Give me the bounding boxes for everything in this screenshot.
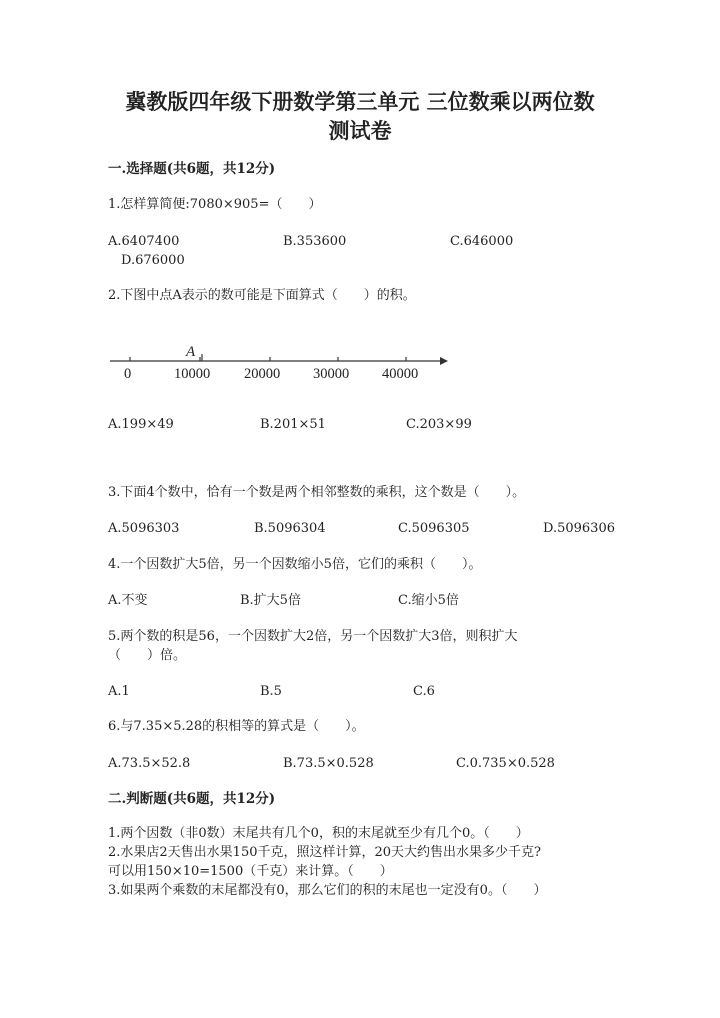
number-line-tick-label: 10000 (174, 366, 211, 382)
question-option: B.5 (260, 684, 282, 699)
question-option: A.6407400 (108, 234, 180, 249)
question-option: D.676000 (121, 253, 185, 268)
number-line-tick-label: 40000 (382, 366, 419, 382)
question-stem: 6.与7.35×5.28的积相等的算式是（ ）。 (108, 719, 365, 734)
question-option: B.73.5×0.528 (283, 756, 374, 771)
question-option: C.0.735×0.528 (456, 756, 555, 771)
question-option: A.73.5×52.8 (108, 756, 191, 771)
page-title-line2: 测试卷 (328, 118, 392, 143)
point-a-label: A (186, 344, 196, 360)
number-line-tick-label: 0 (124, 366, 132, 382)
question-stem: 2.下图中点A表示的数可能是下面算式（ ）的积。 (108, 288, 416, 303)
question-option: C.646000 (450, 234, 514, 249)
judge-item-line2: 可以用150×10=1500（千克）来计算。（ ） (108, 864, 393, 879)
question-option: B.5096304 (254, 521, 326, 536)
question-stem: 1.怎样算简便:7080×905=（ ） (108, 197, 322, 212)
question-option: B.353600 (283, 234, 347, 249)
number-line-tick-label: 30000 (313, 366, 350, 382)
question-stem: 5.两个数的积是56，一个因数扩大2倍，另一个因数扩大3倍，则积扩大 (108, 629, 518, 644)
page-title: 冀教版四年级下册数学第三单元 三位数乘以两位数 (125, 89, 595, 114)
judge-item: 3.如果两个乘数的末尾都没有0，那么它们的积的末尾也一定没有0。（ ） (108, 883, 547, 898)
number-line-tick-label: 20000 (244, 366, 281, 382)
section-heading-choice: 一.选择题(共6题，共12分) (108, 161, 276, 177)
number-line-figure (110, 340, 450, 384)
judge-item: 2.水果店2天售出水果150千克，照这样计算，20天大约售出水果多少千克? (108, 845, 541, 860)
question-option: A.1 (108, 684, 130, 699)
question-option: C.5096305 (398, 521, 470, 536)
question-option: B.扩大5倍 (240, 593, 301, 608)
question-option: C.缩小5倍 (398, 593, 459, 608)
question-option: B.201×51 (260, 417, 326, 432)
question-stem: 4.一个因数扩大5倍，另一个因数缩小5倍，它们的乘积（ ）。 (108, 557, 482, 572)
question-option: A.199×49 (108, 417, 174, 432)
question-option: A.5096303 (108, 521, 180, 536)
number-line-arrow (440, 357, 448, 365)
section-heading-judge: 二.判断题(共6题，共12分) (108, 791, 276, 807)
question-option: D.5096306 (543, 521, 615, 536)
question-stem-line2: （ ）倍。 (108, 648, 187, 663)
question-option: C.203×99 (406, 417, 472, 432)
question-option: A.不变 (108, 593, 148, 608)
question-option: C.6 (413, 684, 435, 699)
judge-item: 1.两个因数（非0数）末尾共有几个0，积的末尾就至少有几个0。（ ） (108, 826, 529, 841)
question-stem: 3.下面4个数中，恰有一个数是两个相邻整数的乘积，这个数是（ ）。 (108, 485, 526, 500)
